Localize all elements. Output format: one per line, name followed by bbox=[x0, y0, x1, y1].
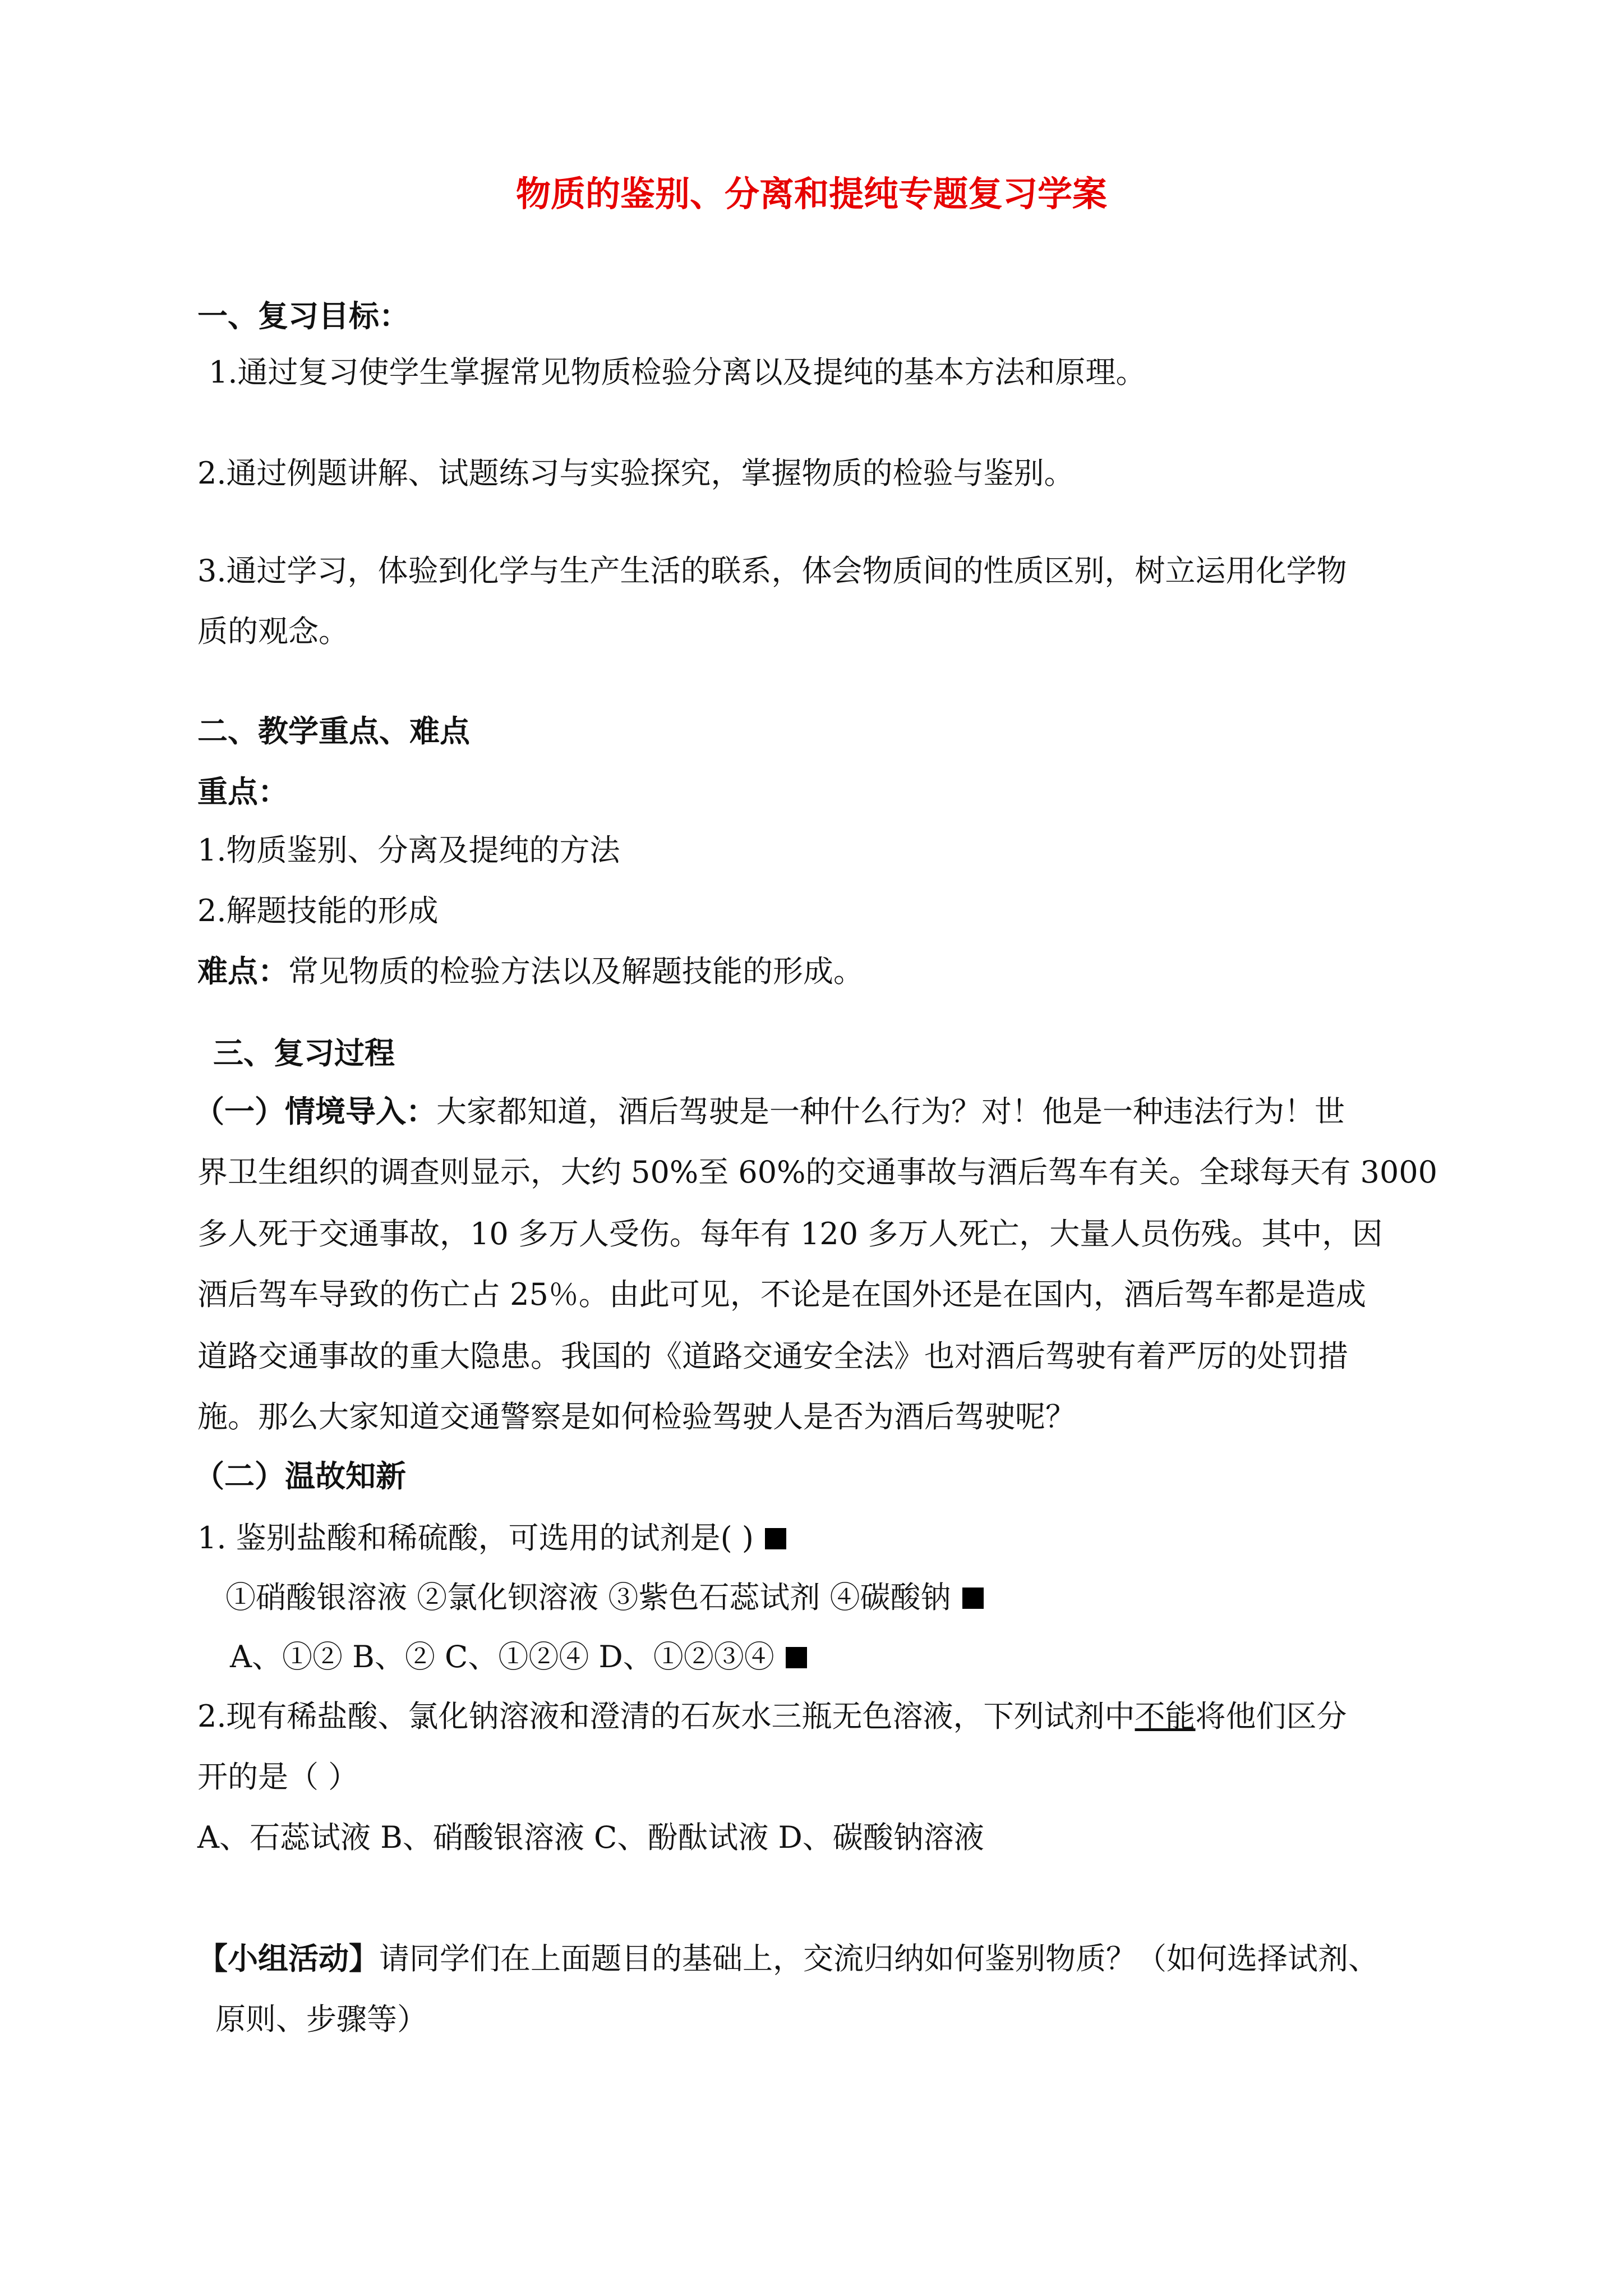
intro-line-2: 界卫生组织的调查则显示，大约 50%至 60%的交通事故与酒后驾车有关。全球每天有 3000 bbox=[197, 1154, 1437, 1190]
square-mark-icon bbox=[962, 1588, 984, 1609]
focus-item-1: 1.物质鉴别、分离及提纯的方法 bbox=[197, 832, 620, 868]
question-2-text-a: 2.现有稀盐酸、氯化钠溶液和澄清的石灰水三瓶无色溶液，下列试剂中 bbox=[197, 1699, 1135, 1734]
review-heading: （二）温故知新 bbox=[194, 1458, 406, 1494]
difficulty-line bbox=[197, 954, 864, 990]
question-2-line2: 开的是（ ） bbox=[197, 1759, 359, 1795]
key-points-heading: 二、教学重点、难点 bbox=[197, 714, 470, 749]
intro-line-1 bbox=[194, 1094, 1345, 1130]
group-activity-label: 【小组活动】 bbox=[197, 1941, 379, 1976]
question-2-line1 bbox=[197, 1699, 1347, 1735]
difficulty-text: 常见物质的检验方法以及解题技能的形成。 bbox=[288, 954, 864, 989]
question-2-underlined: 不能 bbox=[1135, 1699, 1196, 1734]
question-2-options: A、石蕊试液 B、硝酸银溶液 C、酚酞试液 D、碳酸钠溶液 bbox=[197, 1820, 984, 1855]
objective-1: 1.通过复习使学生掌握常见物质检验分离以及提纯的基本方法和原理。 bbox=[209, 355, 1146, 390]
group-activity-text: 请同学们在上面题目的基础上，交流归纳如何鉴别物质？（如何选择试剂、 bbox=[379, 1941, 1378, 1976]
question-1-text: 1. 鉴别盐酸和稀硫酸，可选用的试剂是( ) bbox=[197, 1520, 754, 1556]
objective-3-line2: 质的观念。 bbox=[197, 614, 349, 649]
square-mark-icon bbox=[765, 1528, 786, 1549]
focus-item-2: 2.解题技能的形成 bbox=[197, 893, 439, 928]
group-activity-line2: 原则、步骤等） bbox=[215, 2001, 427, 2037]
process-heading: 三、复习过程 bbox=[213, 1036, 395, 1071]
document-title: 物质的鉴别、分离和提纯专题复习学案 bbox=[515, 173, 1107, 214]
square-mark-icon bbox=[786, 1647, 807, 1668]
focus-label: 重点： bbox=[197, 774, 288, 809]
intro-label: （一）情境导入： bbox=[194, 1094, 436, 1129]
intro-line-4: 酒后驾车导致的伤亡占 25％。由此可见，不论是在国外还是在国内，酒后驾车都是造成 bbox=[197, 1277, 1366, 1312]
intro-line-5: 道路交通事故的重大隐患。我国的《道路交通安全法》也对酒后驾驶有着严厉的处罚措 bbox=[197, 1338, 1348, 1374]
intro-line-3: 多人死于交通事故，10 多万人受伤。每年有 120 多万人死亡，大量人员伤残。其中，因 bbox=[197, 1216, 1383, 1251]
question-2-text-b: 将他们区分 bbox=[1195, 1699, 1347, 1734]
group-activity-line1 bbox=[197, 1941, 1378, 1977]
question-1-options-text: A、①② B、② C、①②④ D、①②③④ bbox=[230, 1639, 774, 1674]
question-1-stem bbox=[197, 1520, 786, 1557]
objective-3-line1: 3.通过学习，体验到化学与生产生活的联系，体会物质间的性质区别，树立运用化学物 bbox=[197, 553, 1347, 588]
question-1-options bbox=[230, 1639, 807, 1676]
objective-2: 2.通过例题讲解、试题练习与实验探究，掌握物质的检验与鉴别。 bbox=[197, 455, 1075, 491]
intro-text-1: 大家都知道，酒后驾驶是一种什么行为？对！他是一种违法行为！世 bbox=[436, 1094, 1345, 1129]
intro-line-6: 施。那么大家知道交通警察是如何检验驾驶人是否为酒后驾驶呢？ bbox=[197, 1399, 1076, 1434]
difficulty-label: 难点： bbox=[197, 954, 288, 989]
question-1-reagents-text: ①硝酸银溶液 ②氯化钡溶液 ③紫色石蕊试剂 ④碳酸钠 bbox=[225, 1580, 951, 1615]
objectives-heading: 一、复习目标： bbox=[197, 298, 409, 334]
question-1-reagents bbox=[225, 1580, 984, 1616]
